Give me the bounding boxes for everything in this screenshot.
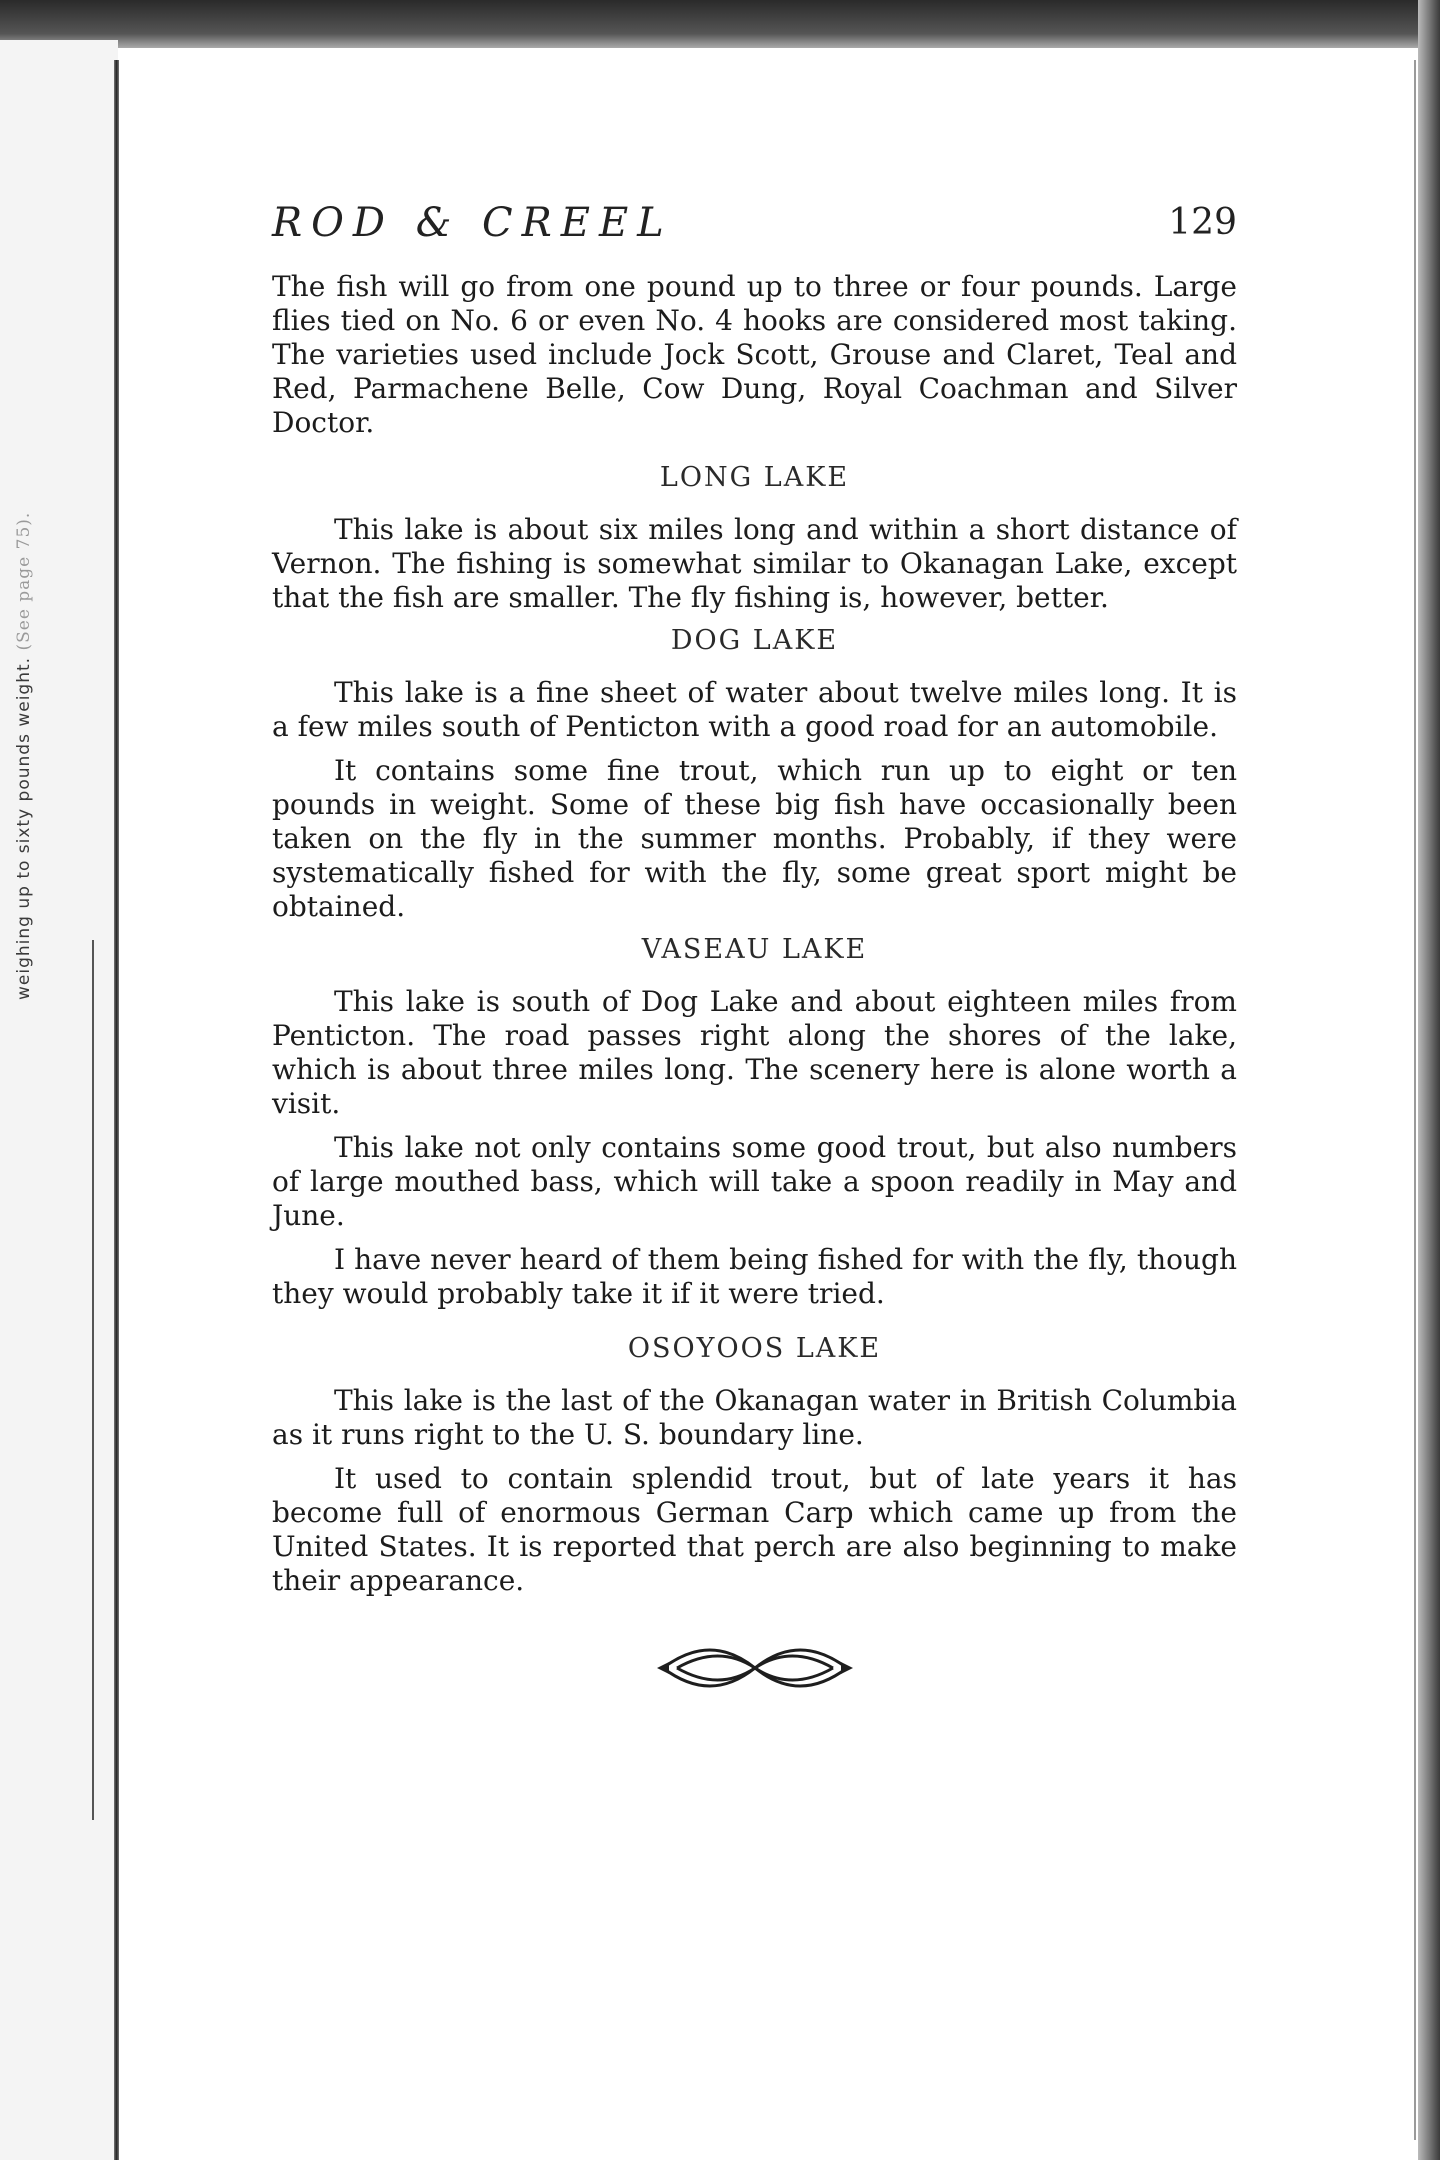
scan-top-shadow: [0, 0, 1440, 48]
scan-right-shadow: [1418, 0, 1440, 2160]
facing-page-edge: [0, 40, 118, 2160]
tailpiece-ornament-icon: [655, 1638, 855, 1698]
paragraph: This lake is a fine sheet of water about twelve miles long. It is a few miles south of Penticton with a good road for an automobile.: [272, 676, 1237, 743]
paragraph: This lake is about six miles long and within a short distance of Vernon. The fishing is somewhat similar to Okanagan Lake, except that the fish are smaller. The fly fishing is, however, better.: [272, 513, 1237, 614]
section-title-vaseau-lake: VASEAU LAKE: [641, 934, 868, 965]
facing-page-caption-text: weighing up to sixty pounds weight.: [14, 656, 34, 1000]
paragraph: It contains some fine trout, which run up to eight or ten pounds in weight. Some of these big fish have occasionally been taken on the fly in the summer months. Probably, if they were systematically fished for with the fly, some great sport might be obtained.: [272, 754, 1237, 923]
book-page: [272, 200, 1237, 1698]
section-title-osoyoos-lake: OSOYOOS LAKE: [627, 1333, 882, 1364]
facing-page-caption: [14, 512, 34, 1000]
facing-page-rule: [92, 940, 94, 1820]
book-binding: [114, 60, 119, 2160]
paragraph: I have never heard of them being fished for with the fly, though they would probably take it if it were tried.: [272, 1243, 1237, 1310]
page-header: [272, 200, 1237, 270]
page-edge-line: [1414, 60, 1416, 2140]
section-title-dog-lake: DOG LAKE: [670, 625, 839, 656]
page-number: 129: [1168, 202, 1237, 243]
facing-page-reference: (See page 75).: [14, 511, 34, 651]
running-title: ROD & CREEL: [272, 200, 673, 246]
section-title-long-lake: LONG LAKE: [659, 462, 850, 493]
paragraph: This lake not only contains some good trout, but also numbers of large mouthed bass, which will take a spoon readily in May and June.: [272, 1131, 1237, 1232]
opening-paragraph: The fish will go from one pound up to three or four pounds. Large flies tied on No. 6 or even No. 4 hooks are considered most taking. The varieties used include Jock Scott, Grouse and Claret, Teal and Red, Parmachene Belle, Cow Dung, Royal Coachman and Silver Doctor.: [272, 270, 1237, 439]
paragraph: This lake is south of Dog Lake and about eighteen miles from Penticton. The road passes right along the shores of the lake, which is about three miles long. The scenery here is alone worth a visit.: [272, 985, 1237, 1120]
paragraph: This lake is the last of the Okanagan water in British Columbia as it runs right to the U. S. boundary line.: [272, 1384, 1237, 1451]
paragraph: It used to contain splendid trout, but of late years it has become full of enormous German Carp which came up from the United States. It is reported that perch are also beginning to make their appearance.: [272, 1462, 1237, 1597]
